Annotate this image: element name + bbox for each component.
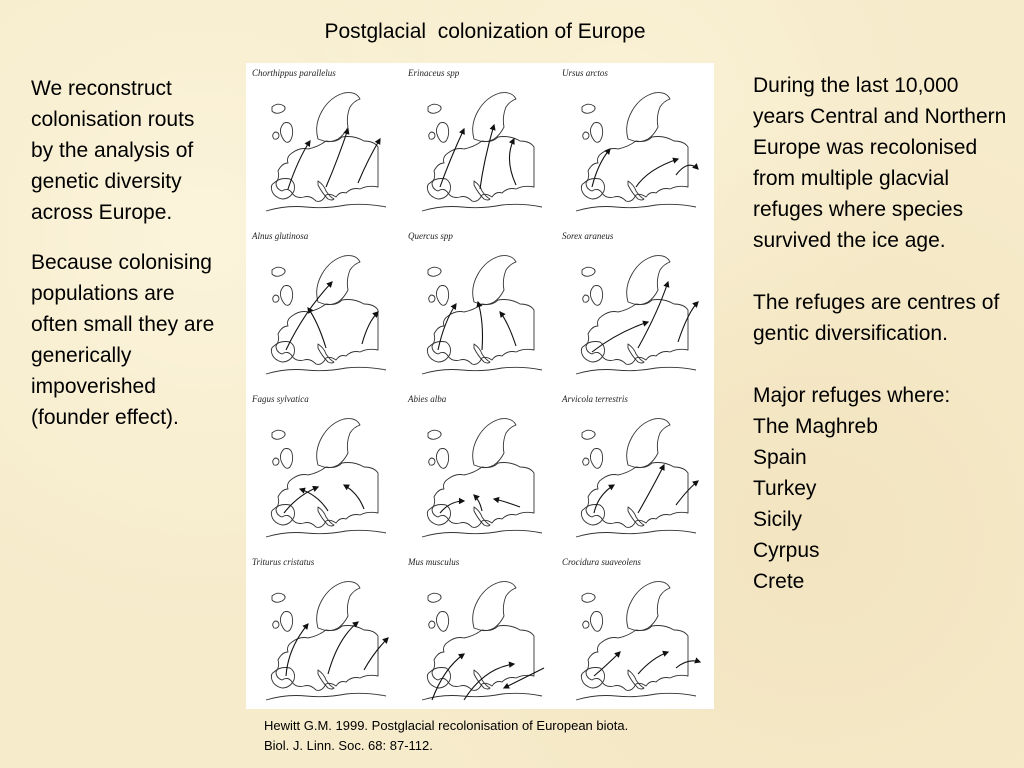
europe-map-illustration <box>404 405 554 551</box>
map-panel <box>404 228 556 388</box>
map-panel <box>404 391 556 551</box>
left-paragraph-2: Because colonising populations are often small they are generically impoverished (founder effect). <box>31 251 215 429</box>
arrow-head-icon <box>460 129 464 134</box>
map-panel <box>558 554 710 714</box>
map-panel <box>248 65 400 225</box>
colonization-route-arrow <box>432 654 464 700</box>
species-label: Arvicola terrestris <box>562 394 628 404</box>
arrow-head-icon <box>300 488 305 492</box>
right-text-block <box>753 70 1013 597</box>
species-label: Fagus sylvatica <box>252 394 309 404</box>
arrow-head-icon <box>308 308 312 313</box>
map-panel <box>248 554 400 714</box>
colonization-route-arrow <box>286 282 332 350</box>
europe-map-illustration <box>558 568 708 714</box>
colonization-route-arrow <box>636 159 678 187</box>
arrow-head-icon <box>313 487 318 491</box>
species-label: Sorex araneus <box>562 231 614 241</box>
colonization-route-arrow <box>300 489 328 511</box>
arrow-head-icon <box>344 129 348 134</box>
species-label: Triturus cristatus <box>252 557 315 567</box>
refuges-heading: Major refuges where: <box>753 384 951 407</box>
species-label: Abies alba <box>408 394 447 404</box>
colonization-route-arrow <box>592 322 648 352</box>
europe-map-illustration <box>248 242 398 388</box>
species-label: Alnus glutinosa <box>252 231 309 241</box>
arrow-head-icon <box>491 125 495 130</box>
refuges-list <box>753 411 1013 597</box>
arrow-head-icon <box>693 164 698 169</box>
colonization-route-arrow <box>288 141 310 189</box>
refuge-item: Cyrpus <box>753 539 820 562</box>
arrow-head-icon <box>344 485 349 489</box>
europe-map-illustration <box>248 405 398 551</box>
species-label: Chorthippus parallelus <box>252 68 336 78</box>
arrow-head-icon <box>376 139 380 144</box>
colonization-route-arrow <box>358 139 380 183</box>
arrow-head-icon <box>509 662 514 667</box>
left-text-block <box>31 73 221 452</box>
arrow-head-icon <box>660 465 664 470</box>
europe-map-illustration <box>558 405 708 551</box>
refuge-item: Crete <box>753 570 805 593</box>
species-label: Crocidura suaveolens <box>562 557 641 567</box>
arrow-head-icon <box>474 495 479 500</box>
map-panel <box>404 65 556 225</box>
species-label: Mus musculus <box>408 557 460 567</box>
colonization-route-arrow <box>480 125 494 189</box>
citation <box>264 716 724 756</box>
europe-map-illustration <box>404 242 554 388</box>
arrow-head-icon <box>664 282 668 287</box>
colonization-route-arrow <box>638 282 668 348</box>
colonization-route-arrow <box>594 652 620 676</box>
europe-map-illustration <box>558 242 708 388</box>
colonization-route-arrow <box>592 149 610 187</box>
europe-map-illustration <box>404 568 554 714</box>
arrow-head-icon <box>510 139 514 144</box>
colonization-route-arrow <box>500 312 516 346</box>
colonization-route-arrow <box>284 487 318 513</box>
map-panel <box>248 228 400 388</box>
refuge-item: Sicily <box>753 508 803 531</box>
citation-line-1: Hewitt G.M. 1999. Postglacial recolonisation of European biota. <box>264 718 629 733</box>
refuge-item: Spain <box>753 446 807 469</box>
map-panel <box>558 228 710 388</box>
right-paragraph-1: During the last 10,000 years Central and Northern Europe was recolonised from multiple glacvial refuges where species survived the ice age. <box>753 74 1007 252</box>
arrow-head-icon <box>477 302 481 307</box>
refuge-item: Turkey <box>753 477 817 500</box>
species-label: Quercus spp <box>408 231 453 241</box>
species-label: Erinaceus spp <box>408 68 460 78</box>
citation-line-2: Biol. J. Linn. Soc. 68: 87-112. <box>264 738 433 753</box>
colonization-route-arrow <box>326 129 348 187</box>
colonization-route-arrow <box>509 139 516 185</box>
arrow-head-icon <box>494 498 499 503</box>
colonization-route-arrow <box>638 465 664 513</box>
map-panel <box>558 65 710 225</box>
colonization-route-arrow <box>478 302 483 350</box>
arrow-head-icon <box>460 499 465 504</box>
right-paragraph-2: The refuges are centres of gentic diversification. <box>753 291 1000 345</box>
map-panel <box>404 554 556 714</box>
colonization-route-arrow <box>364 638 388 670</box>
arrow-head-icon <box>504 684 509 688</box>
arrow-head-icon <box>673 158 678 162</box>
colonization-route-arrow <box>308 308 326 348</box>
arrow-head-icon <box>452 304 456 309</box>
arrow-head-icon <box>306 141 310 146</box>
map-panel <box>248 391 400 551</box>
slide-title: Postglacial colonization of Europe <box>324 20 646 43</box>
map-panel <box>558 391 710 551</box>
europe-map-illustration <box>248 568 398 714</box>
europe-map-illustration <box>558 79 708 225</box>
arrow-head-icon <box>500 312 505 317</box>
colonization-maps-figure <box>246 63 714 709</box>
arrow-head-icon <box>663 651 668 655</box>
colonization-route-arrow <box>362 312 378 344</box>
europe-map-illustration <box>248 79 398 225</box>
refuge-item: The Maghreb <box>753 415 878 438</box>
species-label: Ursus arctos <box>562 68 608 78</box>
colonization-route-arrow <box>638 652 668 674</box>
europe-map-illustration <box>404 79 554 225</box>
arrow-head-icon <box>643 321 648 325</box>
colonization-route-arrow <box>464 664 514 700</box>
left-paragraph-1: We reconstruct colonisation routs by the analysis of genetic diversity across Europe. <box>31 77 195 224</box>
arrow-head-icon <box>695 658 700 662</box>
